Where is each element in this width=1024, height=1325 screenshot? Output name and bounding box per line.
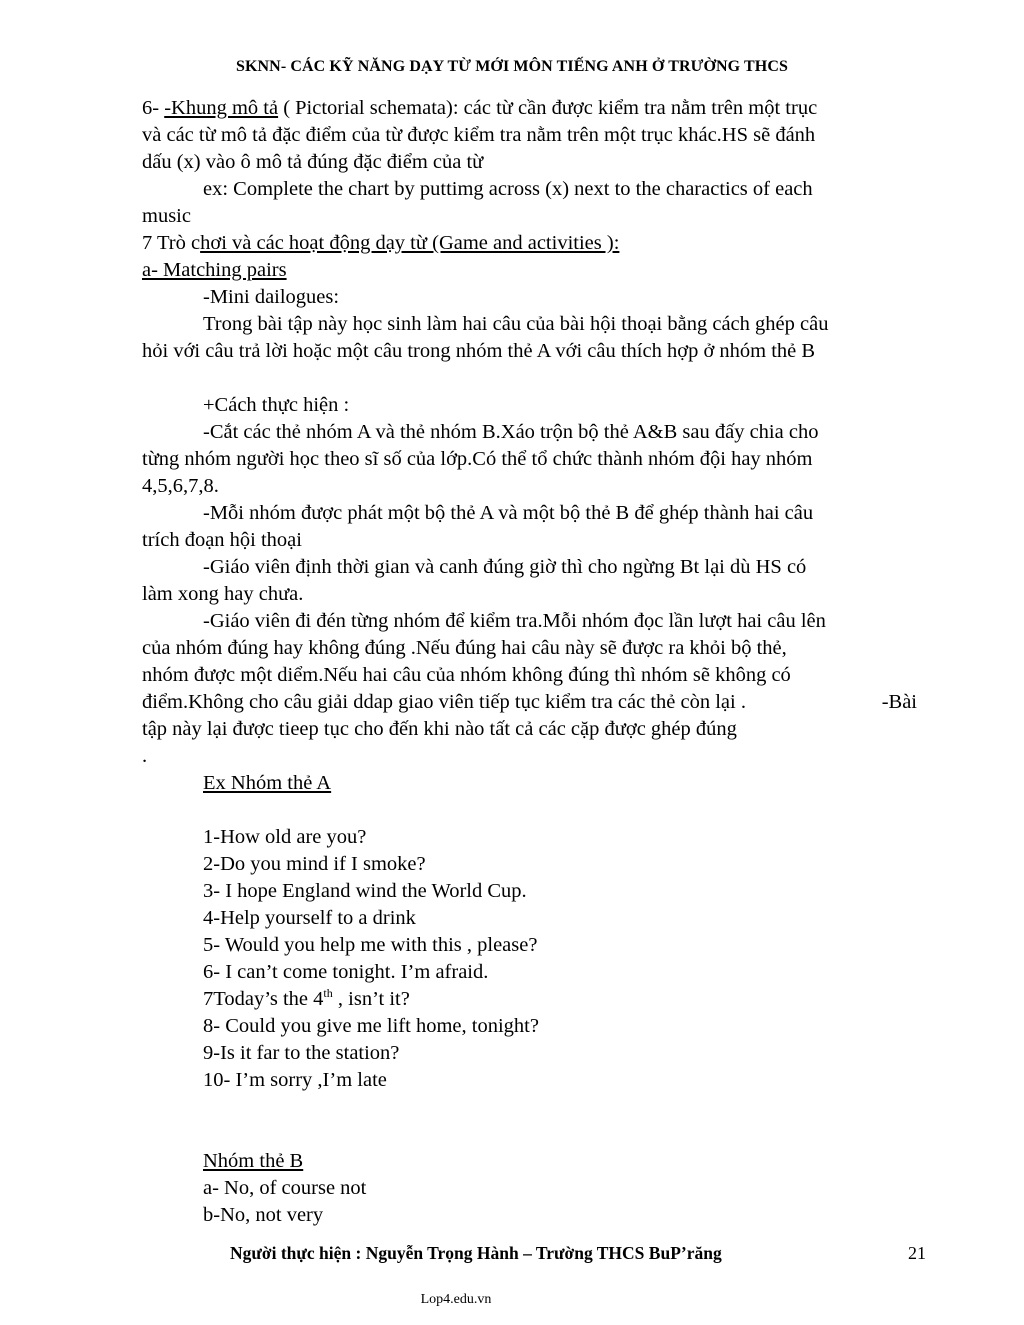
paragraph-line: dấu (x) vào ô mô tả đúng đặc điểm của từ (142, 151, 484, 173)
step-text: điểm.Không cho câu giải ddap giao viên tiếp tục kiểm tra các thẻ còn lại . (142, 691, 746, 713)
stray-dot: . (142, 745, 148, 767)
list-item: b-No, not very (203, 1204, 324, 1226)
section-6-title: -Khung mô tả (164, 97, 279, 119)
list-item-text: 7Today’s the 4 (203, 988, 324, 1010)
list-item: a- No, of course not (203, 1177, 367, 1199)
list-item: 4-Help yourself to a drink (203, 907, 416, 929)
step-line: nhóm được một diểm.Nếu hai câu của nhóm không đúng thì nhóm sẽ không có (142, 664, 791, 686)
step-line: trích đoạn hội thoại (142, 529, 302, 551)
page-number: 21 (908, 1243, 926, 1263)
blank-line (142, 797, 917, 824)
paragraph-line: hỏi với câu trả lời hoặc một câu trong nhóm thẻ A với câu thích hợp ở nhóm thẻ B (142, 340, 816, 362)
footer-author: Người thực hiện : Nguyễn Trọng Hành – Trường THCS BuP’răng (230, 1243, 722, 1263)
group-a-title: Ex Nhóm thẻ A (203, 772, 332, 794)
step-line: -Mỗi nhóm được phát một bộ thẻ A và một bộ thẻ B để ghép thành hai câu (203, 502, 814, 524)
step-line: từng nhóm người học theo sĩ số của lớp.Có thể tổ chức thành nhóm đội hay nhóm (142, 448, 813, 470)
example-line: music (142, 205, 191, 227)
mini-dialogues-label: -Mini dailogues: (203, 286, 340, 308)
step-line: -Giáo viên định thời gian và canh đúng giờ thì cho ngừng Bt lại dù HS có (203, 556, 807, 578)
step-line: -Cắt các thẻ nhóm A và thẻ nhóm B.Xáo trộn bộ thẻ A&B sau đấy chia cho (203, 421, 819, 443)
blank-line (142, 1094, 917, 1121)
step-line: làm xong hay chưa. (142, 583, 304, 605)
step-line: -Giáo viên đi đén từng nhóm để kiểm tra.Mỗi nhóm đọc lần lượt hai câu lên (203, 610, 826, 632)
section-number: 6- (142, 97, 165, 119)
section-7-title: hơi và các hoạt động dạy từ (Game and activities ): (200, 232, 620, 254)
howto-label: +Cách thực hiện : (203, 394, 350, 416)
example-line: ex: Complete the chart by puttimg across (x) next to the charactics of each (203, 178, 813, 200)
group-a-heading (142, 770, 917, 797)
section-6-line (142, 95, 917, 122)
paragraph-line: Trong bài tập này học sinh làm hai câu của bài hội thoại bằng cách ghép câu (203, 313, 829, 335)
group-b-title: Nhóm thẻ B (203, 1150, 304, 1172)
step-line: của nhóm đúng hay không đúng .Nếu đúng hai câu này sẽ được ra khỏi bộ thẻ, (142, 637, 787, 659)
page-body (142, 95, 917, 1229)
section-6-text: ( Pictorial schemata): các từ cần được kiểm tra nằm trên một trục (278, 97, 818, 119)
group-b-heading (142, 1148, 917, 1175)
list-item: 6- I can’t come tonight. I’m afraid. (203, 961, 489, 983)
section-7-heading (142, 230, 917, 257)
list-item: 9-Is it far to the station? (203, 1042, 400, 1064)
blank-line (142, 1121, 917, 1148)
footer-site: Lop4.edu.vn (420, 1292, 492, 1307)
list-item: 3- I hope England wind the World Cup. (203, 880, 527, 902)
list-item-text: , isn’t it? (332, 988, 410, 1010)
list-item: 2-Do you mind if I smoke? (203, 853, 426, 875)
superscript: th (323, 986, 333, 1000)
list-item: 8- Could you give me lift home, tonight? (203, 1015, 539, 1037)
paragraph-line: và các từ mô tả đặc điểm của từ được kiểm tra nằm trên một trục khác.HS sẽ đánh (142, 124, 816, 146)
step-line: tập này lại được tieep tục cho đến khi nào tất cả các cặp được ghép đúng (142, 718, 737, 740)
blank-line (142, 365, 917, 392)
list-item: 10- I’m sorry ,I’m late (203, 1069, 387, 1091)
step-line (142, 689, 917, 716)
matching-pairs-heading: a- Matching pairs (142, 259, 287, 281)
list-item: 1-How old are you? (203, 826, 367, 848)
section-7-prefix: 7 Trò c (142, 232, 201, 254)
step-text: -Bài (881, 691, 917, 713)
step-line: 4,5,6,7,8. (142, 475, 219, 497)
list-item: 5- Would you help me with this , please? (203, 934, 538, 956)
running-header: SKNN- CÁC KỸ NĂNG DẠY TỪ MỚI MÔN TIẾNG ANH Ở TRƯỜNG THCS (235, 58, 788, 75)
list-item (142, 986, 917, 1013)
